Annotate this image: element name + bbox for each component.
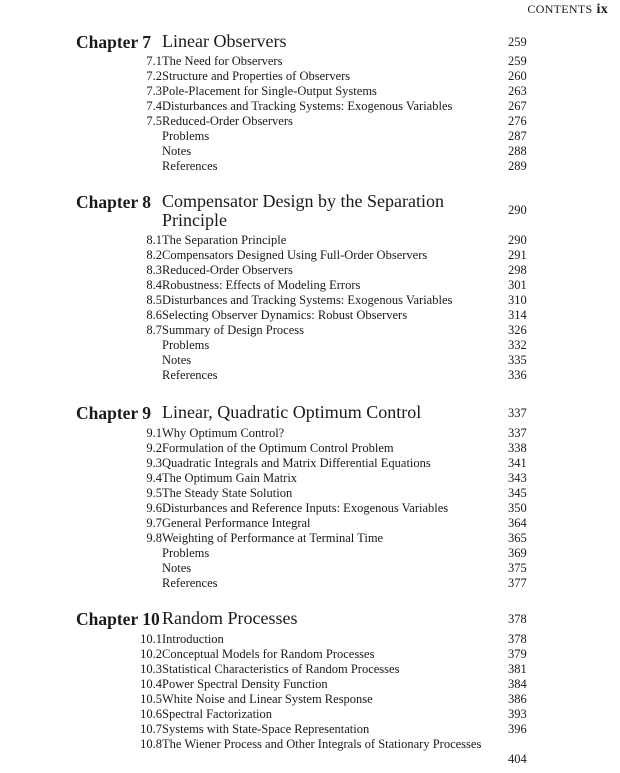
section-page-number: 337: [508, 426, 527, 440]
section-number: 8.5: [146, 293, 162, 307]
section-title: General Performance Integral: [162, 516, 311, 530]
toc-row: [0, 647, 620, 662]
section-number: 8.6: [146, 308, 162, 322]
toc-row: [0, 516, 620, 531]
section-title: Structure and Properties of Observers: [162, 69, 351, 83]
toc-row: [0, 353, 620, 368]
section-number: 10.4: [140, 677, 162, 691]
section-page-number: 291: [508, 248, 527, 262]
section-page-number: 365: [508, 531, 527, 545]
section-page-number: 287: [508, 129, 527, 143]
toc-row: [0, 737, 620, 767]
toc-row: [0, 576, 620, 591]
toc-row: [0, 722, 620, 737]
section-page-number: 263: [508, 84, 527, 98]
chapter-page-number: 337: [508, 406, 527, 420]
section-number: 8.1: [146, 233, 162, 247]
section-number: 7.2: [146, 69, 162, 83]
toc-row: [0, 248, 620, 263]
section-page-number: 404: [508, 752, 527, 766]
section-page-number: 396: [508, 722, 527, 736]
chapter-title: Compensator Design by the Separation Principle: [162, 191, 444, 230]
toc-row: [0, 263, 620, 278]
toc-row: [0, 561, 620, 576]
running-title: CONTENTS: [527, 2, 593, 16]
section-number: 7.3: [146, 84, 162, 98]
section-page-number: 343: [508, 471, 527, 485]
section-title: The Need for Observers: [162, 54, 283, 68]
toc-row: [0, 707, 620, 722]
section-number: 7.5: [146, 114, 162, 128]
section-title: Disturbances and Tracking Systems: Exogenous Variables: [162, 99, 453, 113]
section-number: 9.8: [146, 531, 162, 545]
section-page-number: 290: [508, 233, 527, 247]
section-title: Conceptual Models for Random Processes: [162, 647, 375, 661]
section-page-number: 338: [508, 441, 527, 455]
section-number: 9.7: [146, 516, 162, 530]
toc-row: [0, 233, 620, 248]
section-title: Formulation of the Optimum Control Problem: [162, 441, 394, 455]
toc-row: [0, 456, 620, 471]
section-title: Spectral Factorization: [162, 707, 273, 721]
section-number: 8.7: [146, 323, 162, 337]
section-page-number: 341: [508, 456, 527, 470]
section-page-number: 350: [508, 501, 527, 515]
toc-row: [0, 69, 620, 84]
section-number: 8.4: [146, 278, 162, 292]
section-title: Statistical Characteristics of Random Processes: [162, 662, 400, 676]
toc-row: [0, 99, 620, 114]
section-page-number: 393: [508, 707, 527, 721]
toc-row: [0, 308, 620, 323]
toc-row: [0, 531, 620, 546]
section-title: References: [162, 576, 218, 590]
section-number: 10.2: [140, 647, 162, 661]
section-page-number: 384: [508, 677, 527, 691]
section-page-number: 260: [508, 69, 527, 83]
section-title: The Steady State Solution: [162, 486, 293, 500]
section-page-number: 379: [508, 647, 527, 661]
section-number: 9.4: [146, 471, 162, 485]
section-number: 9.1: [146, 426, 162, 440]
section-title: Pole-Placement for Single-Output Systems: [162, 84, 377, 98]
toc-row: [0, 546, 620, 561]
section-title: References: [162, 159, 218, 173]
section-page-number: 298: [508, 263, 527, 277]
section-title: Power Spectral Density Function: [162, 677, 328, 691]
section-title: References: [162, 368, 218, 382]
toc-row: [0, 84, 620, 99]
toc-row: [0, 323, 620, 338]
toc-row: [0, 159, 620, 174]
section-title: Summary of Design Process: [162, 323, 304, 337]
section-number: 10.7: [140, 722, 162, 736]
section-page-number: 378: [508, 632, 527, 646]
section-title: White Noise and Linear System Response: [162, 692, 373, 706]
section-page-number: 386: [508, 692, 527, 706]
section-title: Reduced-Order Observers: [162, 114, 293, 128]
section-title: Weighting of Performance at Terminal Time: [162, 531, 384, 545]
section-number: 10.6: [140, 707, 162, 721]
section-page-number: 289: [508, 159, 527, 173]
chapter-label: Chapter 9: [76, 403, 152, 423]
section-title: Selecting Observer Dynamics: Robust Observers: [162, 308, 408, 322]
toc-row: [0, 368, 620, 383]
section-page-number: 345: [508, 486, 527, 500]
section-page-number: 375: [508, 561, 527, 575]
section-number: 8.3: [146, 263, 162, 277]
section-title: Disturbances and Reference Inputs: Exogenous Variables: [162, 501, 449, 515]
toc-row: [0, 293, 620, 308]
toc-row: [0, 471, 620, 486]
section-number: 10.8: [140, 737, 162, 751]
section-title: Robustness: Effects of Modeling Errors: [162, 278, 361, 292]
section-page-number: 288: [508, 144, 527, 158]
toc-row: [0, 129, 620, 144]
section-page-number: 259: [508, 54, 527, 68]
section-page-number: 336: [508, 368, 527, 382]
section-number: 10.1: [140, 632, 162, 646]
section-title: Reduced-Order Observers: [162, 263, 293, 277]
section-page-number: 276: [508, 114, 527, 128]
chapter-title: Linear Observers: [162, 31, 287, 51]
toc-row: [0, 501, 620, 516]
section-title: Notes: [162, 561, 192, 575]
section-title: Introduction: [162, 632, 224, 646]
section-title: Compensators Designed Using Full-Order Observers: [162, 248, 428, 262]
chapter-label: Chapter 7: [76, 32, 152, 52]
section-number: 9.2: [146, 441, 162, 455]
section-page-number: 267: [508, 99, 527, 113]
section-title: Quadratic Integrals and Matrix Differential Equations: [162, 456, 431, 470]
chapter-page-number: 259: [508, 35, 527, 49]
toc-row: [0, 278, 620, 293]
chapter-label: Chapter 8: [76, 192, 152, 212]
section-page-number: 377: [508, 576, 527, 590]
section-number: 9.5: [146, 486, 162, 500]
section-number: 7.1: [146, 54, 162, 68]
toc-row: [0, 486, 620, 501]
section-number: 10.3: [140, 662, 162, 676]
section-title: Problems: [162, 129, 210, 143]
section-page-number: 332: [508, 338, 527, 352]
toc-row: [0, 692, 620, 707]
section-page-number: 335: [508, 353, 527, 367]
section-title: Systems with State-Space Representation: [162, 722, 370, 736]
section-page-number: 364: [508, 516, 527, 530]
section-page-number: 301: [508, 278, 527, 292]
running-header: [527, 2, 608, 18]
chapter-title: Random Processes: [162, 608, 298, 628]
section-title: Why Optimum Control?: [162, 426, 285, 440]
section-number: 8.2: [146, 248, 162, 262]
section-page-number: 314: [508, 308, 527, 322]
chapter-page-number: 290: [508, 203, 527, 217]
section-title: The Optimum Gain Matrix: [162, 471, 298, 485]
toc-row: [0, 426, 620, 441]
toc-row: [0, 338, 620, 353]
section-title: Notes: [162, 353, 192, 367]
toc-row: [0, 677, 620, 692]
section-page-number: 326: [508, 323, 527, 337]
chapter-page-number: 378: [508, 612, 527, 626]
section-title: Notes: [162, 144, 192, 158]
page-number: ix: [596, 2, 608, 17]
section-title: Disturbances and Tracking Systems: Exogenous Variables: [162, 293, 453, 307]
section-page-number: 369: [508, 546, 527, 560]
chapter-label: Chapter 10: [76, 609, 160, 629]
chapter-title: Linear, Quadratic Optimum Control: [162, 402, 422, 422]
section-page-number: 381: [508, 662, 527, 676]
toc-row: [0, 441, 620, 456]
toc-row: [0, 114, 620, 129]
toc-row: [0, 632, 620, 647]
section-title: Problems: [162, 338, 210, 352]
toc-row: [0, 54, 620, 69]
section-title: Problems: [162, 546, 210, 560]
section-title: The Separation Principle: [162, 233, 287, 247]
section-number: 9.6: [146, 501, 162, 515]
section-number: 10.5: [140, 692, 162, 706]
toc-row: [0, 144, 620, 159]
section-page-number: 310: [508, 293, 527, 307]
toc-row: [0, 662, 620, 677]
section-number: 9.3: [146, 456, 162, 470]
section-title: The Wiener Process and Other Integrals of Stationary Processes: [162, 737, 482, 751]
section-number: 7.4: [146, 99, 162, 113]
